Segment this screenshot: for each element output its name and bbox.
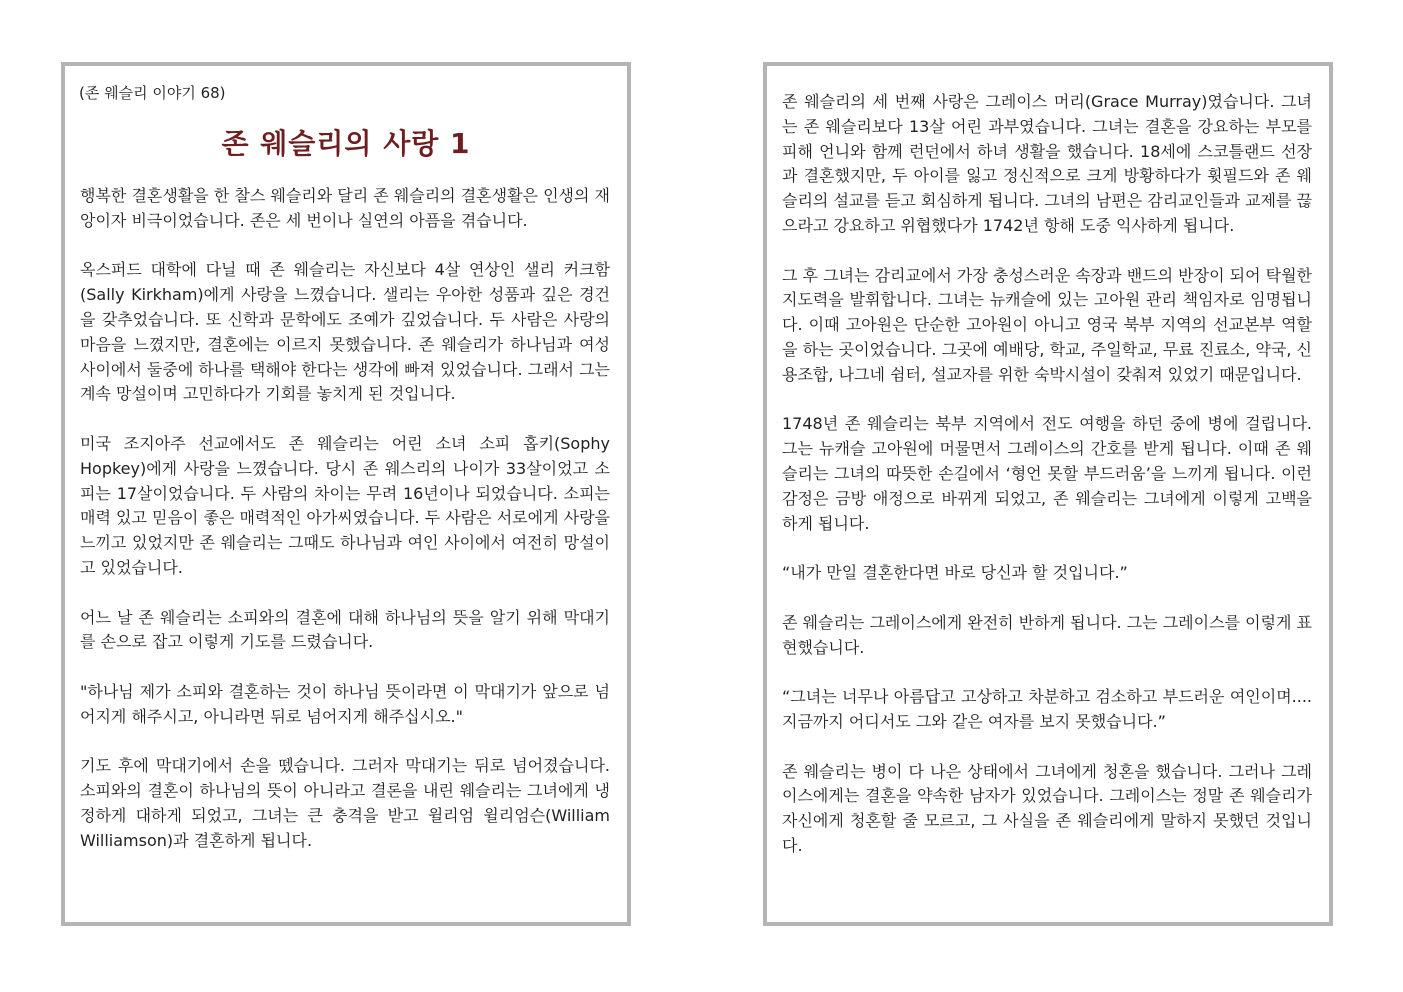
page-title: 존 웨슬리의 사랑 1	[221, 127, 471, 160]
paragraph: 존 웨슬리는 그레이스에게 완전히 반하게 됩니다. 그는 그레이스를 이렇게 표현했습니다.	[782, 612, 1312, 657]
paragraph: 어느 날 존 웨슬리는 소피와의 결혼에 대해 하나님의 뜻을 알기 위해 막대기를 손으로 잡고 이렇게 기도를 드렸습니다.	[80, 607, 610, 652]
paragraph: 그 후 그녀는 감리교에서 가장 충성스러운 속장과 밴드의 반장이 되어 탁월한 지도력을 발휘합니다. 그녀는 뉴캐슬에 있는 고아원 관리 책임자로 임명됩니다. 이때 고아원은 단순한 고아원이 아니고 영국 북부 지역의 선교본부 역할을 하는 곳이었습니다. 그곳에 예배당, 학교, 주일학교, 무료 진료소, 약국, 신용조합, 나그네 쉼터, 설교자를 위한 숙박시설이 갖춰져 있었기 때문입니다.	[782, 265, 1312, 384]
paragraph: "하나님 제가 소피와 결혼하는 것이 하나님 뜻이라면 이 막대기가 앞으로 넘어지게 해주시고, 아니라면 뒤로 넘어지게 해주십시오."	[80, 681, 610, 726]
left-body	[80, 184, 610, 878]
left-page	[61, 62, 631, 926]
paragraph: “내가 만일 결혼한다면 바로 당신과 할 것입니다.”	[782, 563, 1128, 583]
right-page	[763, 62, 1333, 926]
paragraph: 미국 조지아주 선교에서도 존 웨슬리는 어린 소녀 소피 홉키(Sophy Hopkey)에게 사랑을 느꼈습니다. 당시 존 웨스리의 나이가 33살이었고 소피는 17살이었습니다. 두 사람의 차이는 무려 16년이나 되었습니다. 소피는 매력 있고 믿음이 좋은 매력적인 아가씨였습니다. 두 사람은 서로에게 사랑을 느끼고 있었지만 존 웨슬리는 그때도 하나님과 여인 사이에서 여전히 망설이고 있었습니다.	[80, 433, 610, 577]
right-body	[782, 90, 1312, 884]
series-label: (존 웨슬리 이야기 68)	[79, 84, 226, 102]
paragraph: 옥스퍼드 대학에 다닐 때 존 웨슬리는 자신보다 4살 연상인 샐리 커크함(Sally Kirkham)에게 사랑을 느꼈습니다. 샐리는 우아한 성품과 깊은 경건을 갖추었습니다. 또 신학과 문학에도 조예가 깊었습니다. 두 사람은 사랑의 마음을 느꼈지만, 결혼에는 이르지 못했습니다. 존 웨슬리가 하나님과 여성 사이에서 둘중에 하나를 택해야 한다는 생각에 빠져 있었습니다. 그래서 그는 계속 망설이며 고민하다가 기회를 놓치게 된 것입니다.	[80, 260, 610, 404]
paragraph: 존 웨슬리의 세 번째 사랑은 그레이스 머리(Grace Murray)였습니다. 그녀는 존 웨슬리보다 13살 어린 과부였습니다. 그녀는 결혼을 강요하는 부모를 피해 언니와 함께 런던에서 하녀 생활을 했습니다. 18세에 스코틀랜드 선장과 결혼했지만, 두 아이를 잃고 정신적으로 크게 방황하다가 휫필드와 존 웨슬리의 설교를 듣고 회심하게 됩니다. 그녀의 남편은 감리교인들과 교제를 끊으라고 강요하고 위협했다가 1742년 항해 도중 익사하게 됩니다.	[782, 92, 1312, 235]
paragraph: 기도 후에 막대기에서 손을 뗐습니다. 그러자 막대기는 뒤로 넘어졌습니다. 소피와의 결혼이 하나님의 뜻이 아니라고 결론을 내린 웨슬리는 그녀에게 냉정하게 대하게 되었고, 그녀는 큰 충격을 받고 윌리엄 윌리엄슨(William Williamson)과 결혼하게 됩니다.	[80, 756, 610, 850]
paragraph: 1748년 존 웨슬리는 북부 지역에서 전도 여행을 하던 중에 병에 걸립니다. 그는 뉴캐슬 고아원에 머물면서 그레이스의 간호를 받게 됩니다. 이때 존 웨슬리는 그녀의 따뜻한 손길에서 ‘형언 못할 부드러움’을 느끼게 됩니다. 이런 감정은 금방 애정으로 바뀌게 되었고, 존 웨슬리는 그녀에게 이렇게 고백을 하게 됩니다.	[782, 414, 1312, 533]
paragraph: 존 웨슬리는 병이 다 나은 상태에서 그녀에게 청혼을 했습니다. 그러나 그레이스에게는 결혼을 약속한 남자가 있었습니다. 그레이스는 정말 존 웨슬리가 자신에게 청혼할 줄 모르고, 그 사실을 존 웨슬리에게 말하지 못했던 것입니다.	[782, 761, 1312, 855]
paragraph: “그녀는 너무나 아름답고 고상하고 차분하고 검소하고 부드러운 여인이며.... 지금까지 어디서도 그와 같은 여자를 보지 못했습니다.”	[782, 687, 1312, 731]
paragraph: 행복한 결혼생활을 한 찰스 웨슬리와 달리 존 웨슬리의 결혼생활은 인생의 재앙이자 비극이었습니다. 존은 세 번이나 실연의 아픔을 겪습니다.	[80, 186, 610, 230]
